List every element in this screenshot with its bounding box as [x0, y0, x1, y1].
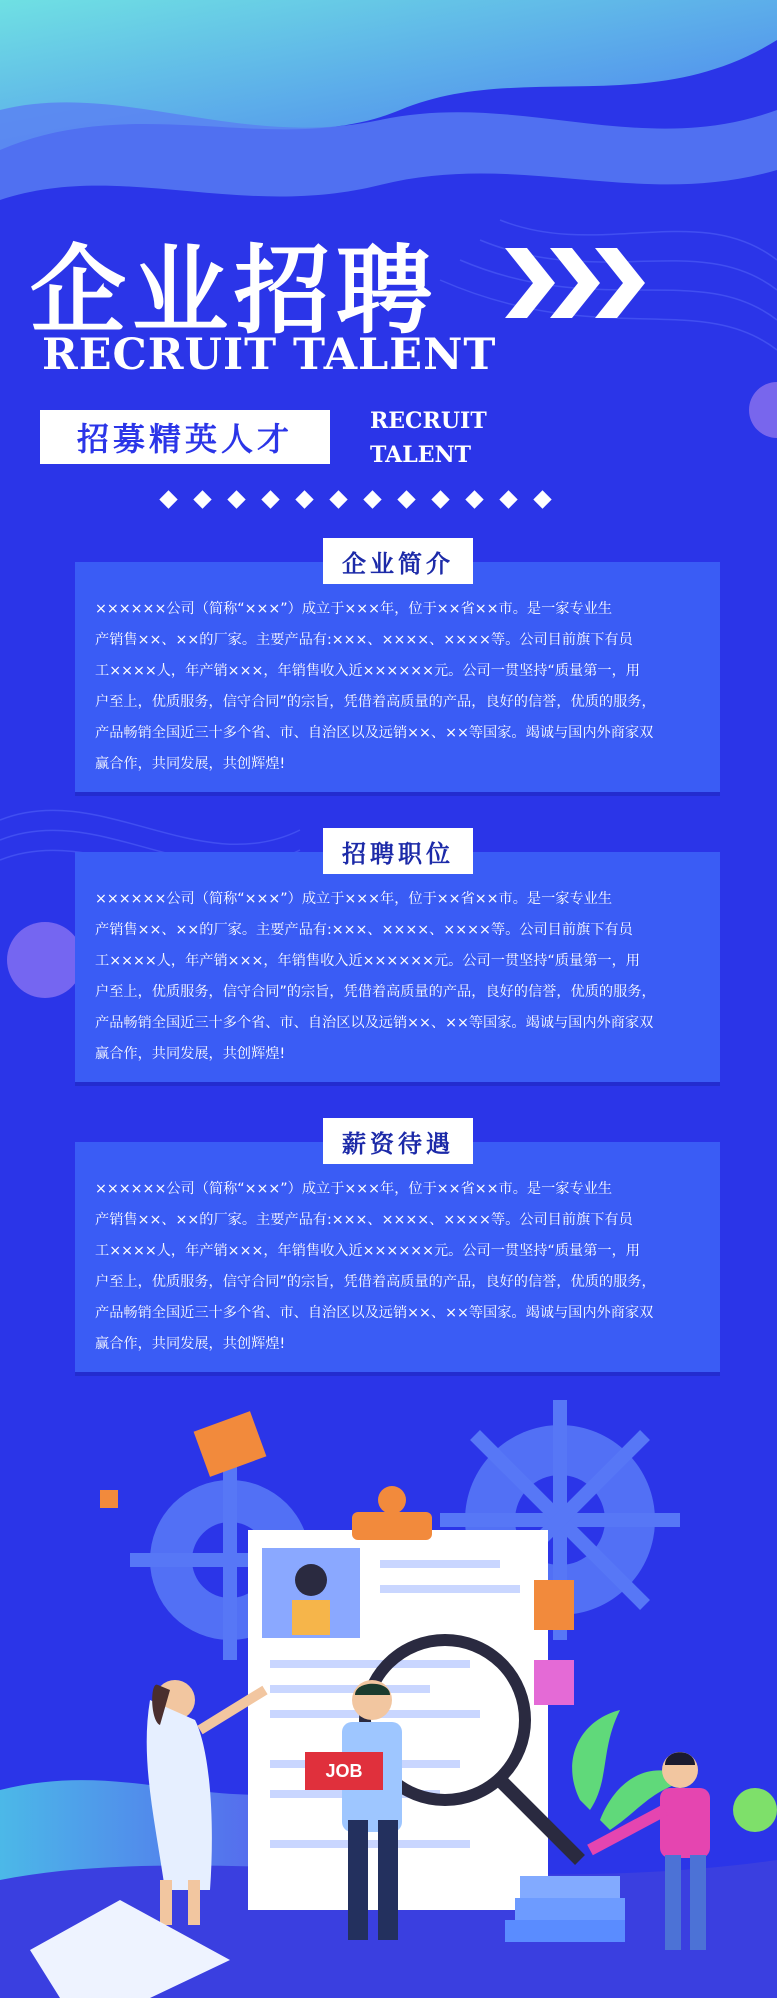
body-line: 产销售××、××的厂家。主要产品有:×××、××××、××××等。公司目前旗下有员 [95, 922, 633, 938]
body-line: 产销售××、××的厂家。主要产品有:×××、××××、××××等。公司目前旗下有员 [95, 1212, 633, 1228]
diamond-icon [227, 490, 245, 508]
page-title: 企业招聘 [30, 235, 438, 347]
section-body [95, 884, 700, 1070]
diamond-icon [261, 490, 279, 508]
body-line: 赢合作，共同发展，共创辉煌! [95, 1336, 286, 1352]
body-line: ××××××公司（简称“×××”）成立于×××年，位于××省××市。是一家专业生 [95, 1181, 613, 1197]
diamond-icon [363, 490, 381, 508]
section-positions [75, 852, 720, 1082]
body-line: 产销售××、××的厂家。主要产品有:×××、××××、××××等。公司目前旗下有员 [95, 632, 633, 648]
body-line: 工××××人，年产销×××，年销售收入近××××××元。公司一贯坚持“质量第一，用 [95, 663, 640, 679]
body-line: ××××××公司（简称“×××”）成立于×××年，位于××省××市。是一家专业生 [95, 601, 613, 617]
section-body [95, 1174, 700, 1360]
body-line: 产品畅销全国近三十多个省、市、自治区以及远销××、××等国家。竭诚与国内外商家双 [95, 1305, 654, 1321]
body-line: 产品畅销全国近三十多个省、市、自治区以及远销××、××等国家。竭诚与国内外商家双 [95, 725, 654, 741]
diamond-icon [329, 490, 347, 508]
subtitle-english-line1: RECRUIT [370, 408, 487, 434]
subtitle-english-line2: TALENT [370, 442, 471, 468]
diamond-icon [431, 490, 449, 508]
diamond-icon [295, 490, 313, 508]
body-line: 工××××人，年产销×××，年销售收入近××××××元。公司一贯坚持“质量第一，用 [95, 1243, 640, 1259]
section-body [95, 594, 700, 780]
body-line: ××××××公司（简称“×××”）成立于×××年，位于××省××市。是一家专业生 [95, 891, 613, 907]
body-line: 赢合作，共同发展，共创辉煌! [95, 756, 286, 772]
section-title-salary: 薪资待遇 [323, 1118, 473, 1164]
section-company-intro [75, 562, 720, 792]
diamond-divider [162, 493, 549, 506]
diamond-icon [499, 490, 517, 508]
body-line: 赢合作，共同发展，共创辉煌! [95, 1046, 286, 1062]
job-sign: JOB [325, 1760, 363, 1781]
body-line: 户至上，优质服务，信守合同”的宗旨，凭借着高质量的产品，良好的信誉，优质的服务， [95, 694, 656, 710]
subtitle-english [370, 404, 487, 472]
chevron-right-icon [505, 248, 645, 318]
body-line: 工××××人，年产销×××，年销售收入近××××××元。公司一贯坚持“质量第一，用 [95, 953, 640, 969]
diamond-icon [397, 490, 415, 508]
body-line: 户至上，优质服务，信守合同”的宗旨，凭借着高质量的产品，良好的信誉，优质的服务， [95, 984, 656, 1000]
section-title-positions: 招聘职位 [323, 828, 473, 874]
diamond-icon [159, 490, 177, 508]
body-line: 户至上，优质服务，信守合同”的宗旨，凭借着高质量的产品，良好的信誉，优质的服务， [95, 1274, 656, 1290]
section-salary [75, 1142, 720, 1372]
diamond-icon [193, 490, 211, 508]
section-title-company-intro: 企业简介 [323, 538, 473, 584]
diamond-icon [465, 490, 483, 508]
subtitle-badge: 招募精英人才 [40, 410, 330, 464]
body-line: 产品畅销全国近三十多个省、市、自治区以及远销××、××等国家。竭诚与国内外商家双 [95, 1015, 654, 1031]
diamond-icon [533, 490, 551, 508]
page-title-english: RECRUIT TALENT [42, 330, 497, 380]
